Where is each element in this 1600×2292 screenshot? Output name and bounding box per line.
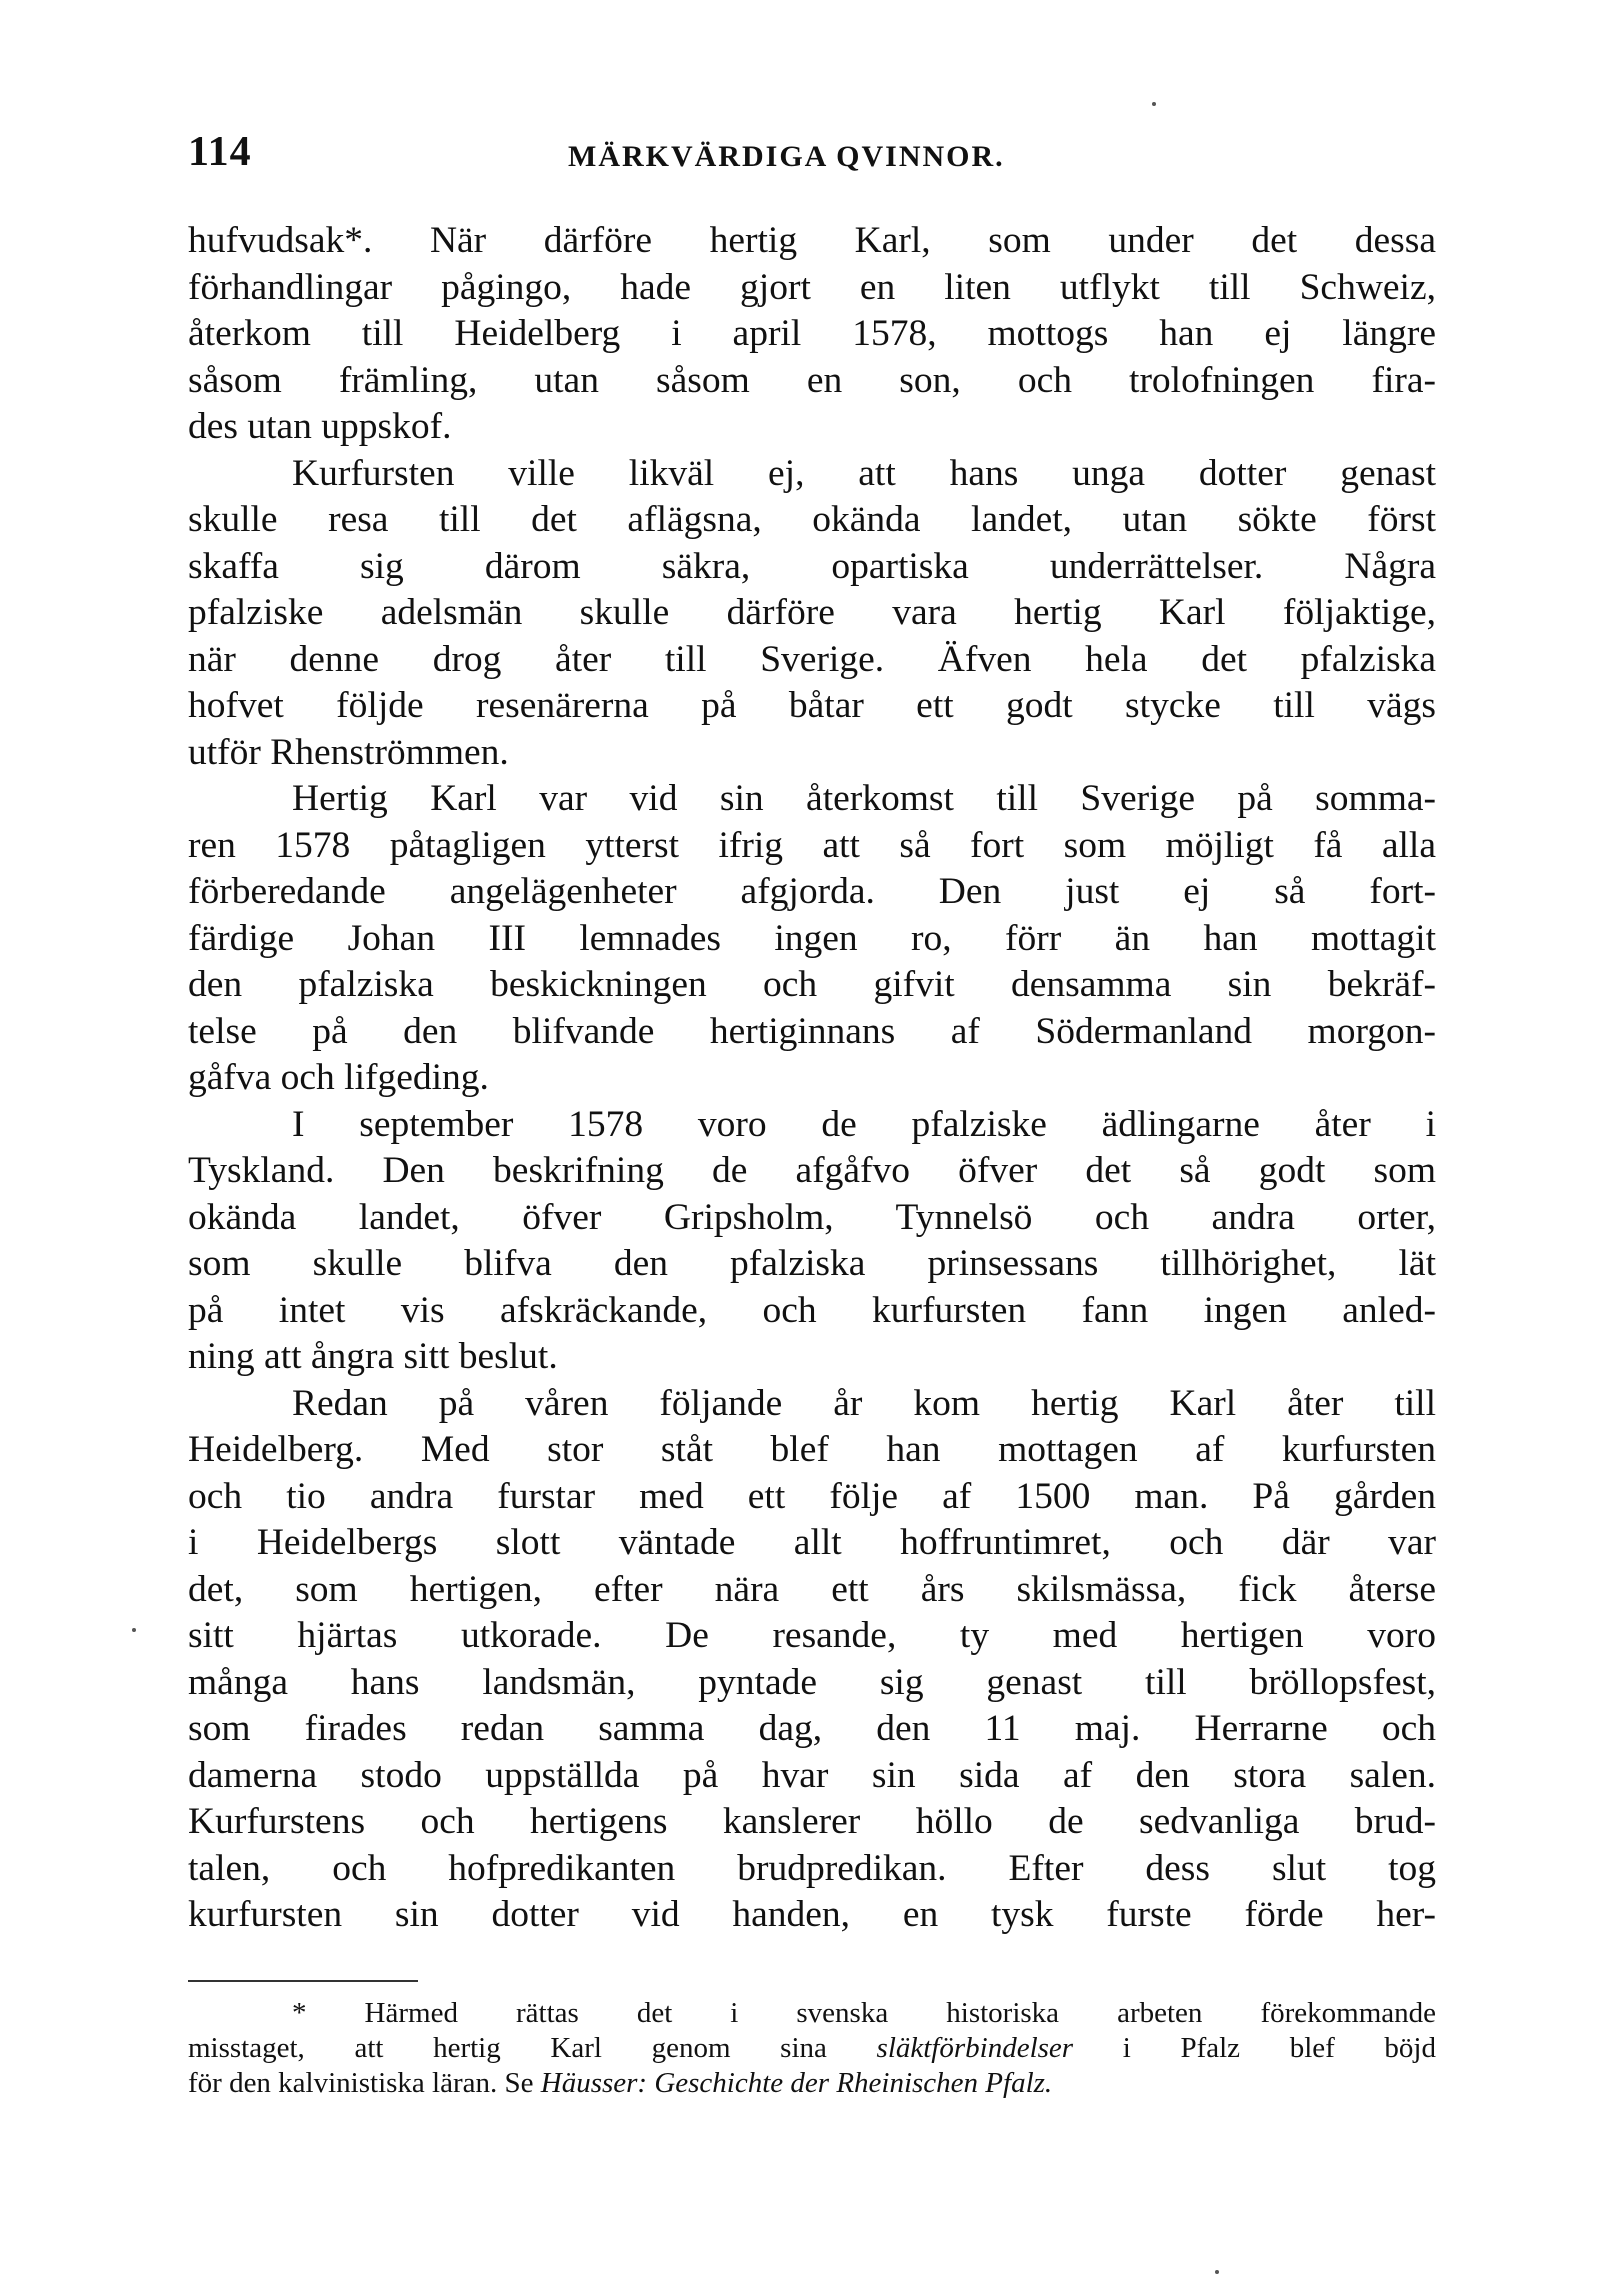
print-speck [1152,102,1156,106]
footnote-line: * Härmed rättas det i svenska historiska arbeten förekommande [292,1997,1436,2029]
text-line: talen, och hofpredikanten brudpredikan. Efter dess slut tog [188,1847,1436,1889]
text-line: många hans landsmän, pyntade sig genast till bröllopsfest, [188,1661,1436,1703]
text-line: gåfva och lifgeding. [188,1057,489,1098]
text-line: kurfursten sin dotter vid handen, en tysk furste förde her- [188,1894,1436,1935]
text-line: ren 1578 påtagligen ytterst ifrig att så fort som möjligt få alla [188,824,1436,866]
text-line: damerna stodo uppställda på hvar sin sida af den stora salen. [188,1754,1436,1796]
footnote-line [188,2031,1436,2066]
text-line: telse på den blifvande hertiginnans af Södermanland morgon- [188,1010,1436,1052]
text-line: hofvet följde resenärerna på båtar ett godt stycke till vägs [188,685,1436,726]
text-line: sitt hjärtas utkorade. De resande, ty med hertigen voro [188,1615,1436,1656]
text-line: skaffa sig därom säkra, opartiska underrättelser. Några [188,545,1436,587]
footnote-line [188,2066,1436,2101]
text-line: färdige Johan III lemnades ingen ro, förr än han mottagit [188,917,1436,959]
text-line: den pfalziska beskickningen och gifvit densamma sin bekräf- [188,964,1436,1005]
text-line: när denne drog åter till Sverige. Äfven hela det pfalziska [188,638,1436,680]
footnote-text: för den kalvinistiska läran. Se [188,2067,541,2099]
text-line: återkom till Heidelberg i april 1578, mottogs han ej längre [188,313,1436,354]
paragraph-start-line: I september 1578 voro de pfalziske ädlingarne åter i [292,1103,1436,1145]
text-line: såsom främling, utan såsom en son, och trolofningen fira- [188,359,1436,401]
text-line: förberedande angelägenheter afgjorda. Den just ej så fort- [188,871,1436,912]
print-speck [1215,2270,1219,2274]
text-line: Kurfurstens och hertigens kanslerer höllo de sedvanliga brud- [188,1801,1436,1842]
page-number: 114 [188,129,252,175]
text-line: Heidelberg. Med stor ståt blef han mottagen af kurfursten [188,1429,1436,1470]
footnote [188,1996,1436,2101]
text-line: skulle resa till det aflägsna, okända landet, utan sökte först [188,499,1436,540]
text-line: pfalziske adelsmän skulle därföre vara hertig Karl följaktige, [188,592,1436,633]
page-header [188,128,1436,188]
paragraph-start-line: Redan på våren följande år kom hertig Karl åter till [292,1382,1436,1424]
body-text [188,218,1436,1939]
footnote-citation: Häusser: Geschichte der Rheinischen Pfalz. [540,2067,1053,2099]
text-line: hufvudsak*. När därföre hertig Karl, som under det dessa [188,220,1436,261]
paragraph-start-line: Hertig Karl var vid sin återkomst till Sverige på somma- [292,778,1436,819]
text-line: och tio andra furstar med ett följe af 1500 man. På gården [188,1475,1436,1517]
paragraph-start-line: Kurfursten ville likväl ej, att hans unga dotter genast [292,452,1436,494]
footnote-text: misstaget, att hertig Karl genom sina [188,2032,877,2064]
running-head: MÄRKVÄRDIGA QVINNOR. [568,140,1005,173]
footnote-divider [188,1980,418,1982]
text-line: utför Rhenströmmen. [188,731,509,773]
text-line: som firades redan samma dag, den 11 maj. Herrarne och [188,1708,1436,1749]
text-line: okända landet, öfver Gripsholm, Tynnelsö och andra orter, [188,1196,1436,1238]
text-line: det, som hertigen, efter nära ett års skilsmässa, fick återse [188,1568,1436,1610]
text-line: des utan uppskof. [188,406,452,447]
text-line: på intet vis afskräckande, och kurfursten fann ingen anled- [188,1289,1436,1331]
text-line: ning att ångra sitt beslut. [188,1336,558,1377]
text-line: förhandlingar pågingo, hade gjort en liten utflykt till Schweiz, [188,266,1436,308]
text-line: Tyskland. Den beskrifning de afgåfvo öfver det så godt som [188,1150,1436,1191]
print-speck [132,1628,136,1632]
footnote-italic-text: släktförbindelser [876,2032,1074,2064]
text-line: i Heidelbergs slott väntade allt hoffruntimret, och där var [188,1522,1436,1563]
text-line: som skulle blifva den pfalziska prinsessans tillhörighet, lät [188,1243,1436,1284]
footnote-text: i Pfalz blef böjd [1073,2032,1436,2064]
